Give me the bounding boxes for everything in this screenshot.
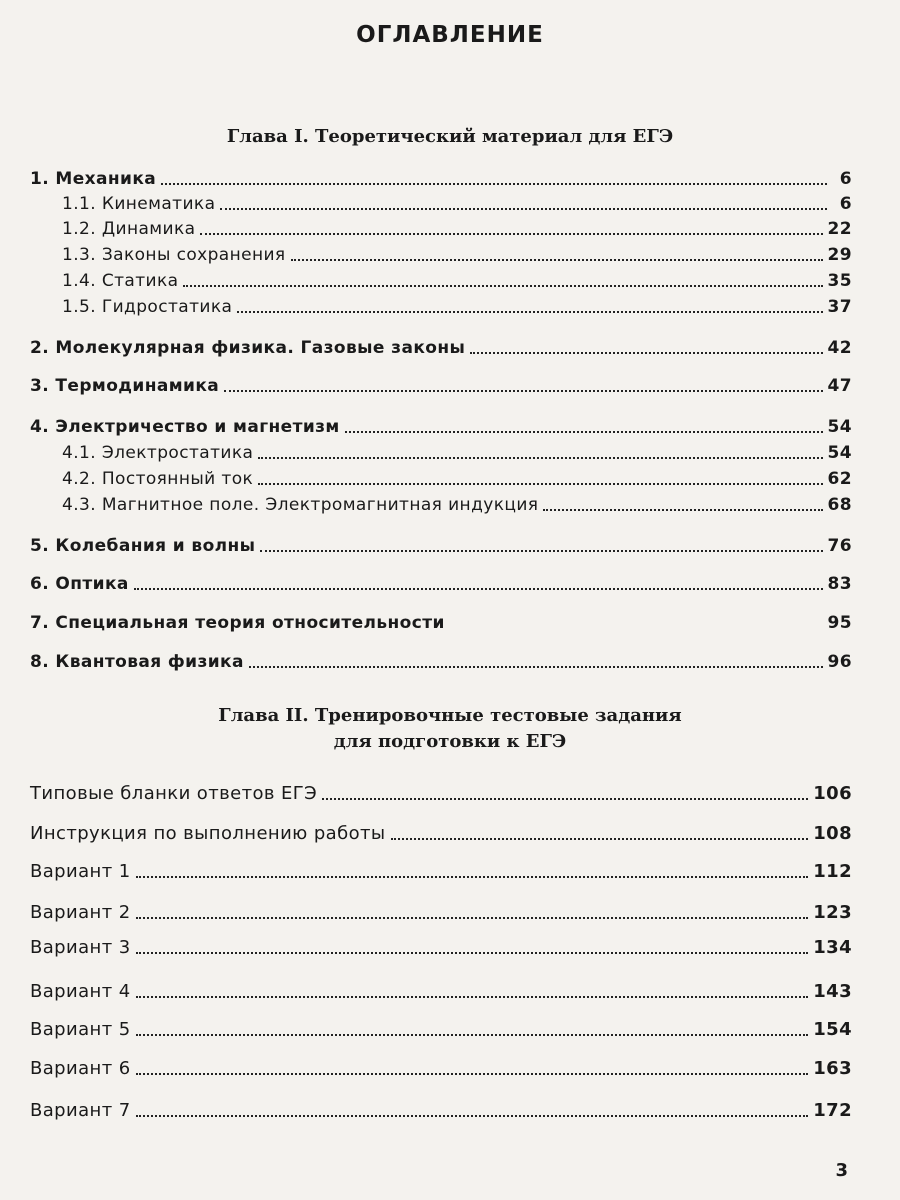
toc-entry-variant-5[interactable]: Вариант 5 154 <box>30 1019 852 1040</box>
chapter-2-heading-line-1: Глава II. Тренировочные тестовые задания <box>218 705 682 726</box>
chapter-1-heading: Глава I. Теоретический материал для ЕГЭ <box>226 126 674 147</box>
toc-entry-mechanics[interactable]: 1. Механика 6 <box>30 169 852 189</box>
toc-entry-magnetic-field[interactable]: 4.3. Магнитное поле. Электромагнитная индукция 68 <box>62 495 852 515</box>
toc-entry-electrostatics[interactable]: 4.1. Электростатика 54 <box>62 443 852 463</box>
toc-entry-relativity[interactable]: 7. Специальная теория относительности 95 <box>30 613 852 633</box>
toc-entry-direct-current[interactable]: 4.2. Постоянный ток 62 <box>62 469 852 489</box>
page-number: 3 <box>835 1160 848 1181</box>
toc-entry-answer-forms[interactable]: Типовые бланки ответов ЕГЭ 106 <box>30 783 852 804</box>
toc-entry-electricity-magnetism[interactable]: 4. Электричество и магнетизм 54 <box>30 417 852 437</box>
toc-entry-statics[interactable]: 1.4. Статика 35 <box>62 271 852 291</box>
toc-entry-variant-4[interactable]: Вариант 4 143 <box>30 981 852 1002</box>
toc-entry-kinematics[interactable]: 1.1. Кинематика 6 <box>62 194 852 214</box>
chapter-2-heading-line-2: для подготовки к ЕГЭ <box>333 731 567 752</box>
toc-entry-molecular-physics[interactable]: 2. Молекулярная физика. Газовые законы 42 <box>30 338 852 358</box>
toc-entry-variant-3[interactable]: Вариант 3 134 <box>30 937 852 958</box>
toc-entry-dynamics[interactable]: 1.2. Динамика 22 <box>62 219 852 239</box>
toc-entry-hydrostatics[interactable]: 1.5. Гидростатика 37 <box>62 297 852 317</box>
toc-entry-variant-2[interactable]: Вариант 2 123 <box>30 902 852 923</box>
toc-entry-conservation-laws[interactable]: 1.3. Законы сохранения 29 <box>62 245 852 265</box>
toc-entry-oscillations-waves[interactable]: 5. Колебания и волны 76 <box>30 536 852 556</box>
toc-entry-variant-7[interactable]: Вариант 7 172 <box>30 1100 852 1121</box>
toc-entry-quantum-physics[interactable]: 8. Квантовая физика 96 <box>30 652 852 672</box>
toc-entry-thermodynamics[interactable]: 3. Термодинамика 47 <box>30 376 852 396</box>
toc-entry-variant-6[interactable]: Вариант 6 163 <box>30 1058 852 1079</box>
page-title: ОГЛАВЛЕНИЕ <box>356 22 544 48</box>
toc-entry-variant-1[interactable]: Вариант 1 112 <box>30 861 852 882</box>
toc-entry-instructions[interactable]: Инструкция по выполнению работы 108 <box>30 823 852 844</box>
toc-entry-optics[interactable]: 6. Оптика 83 <box>30 574 852 594</box>
